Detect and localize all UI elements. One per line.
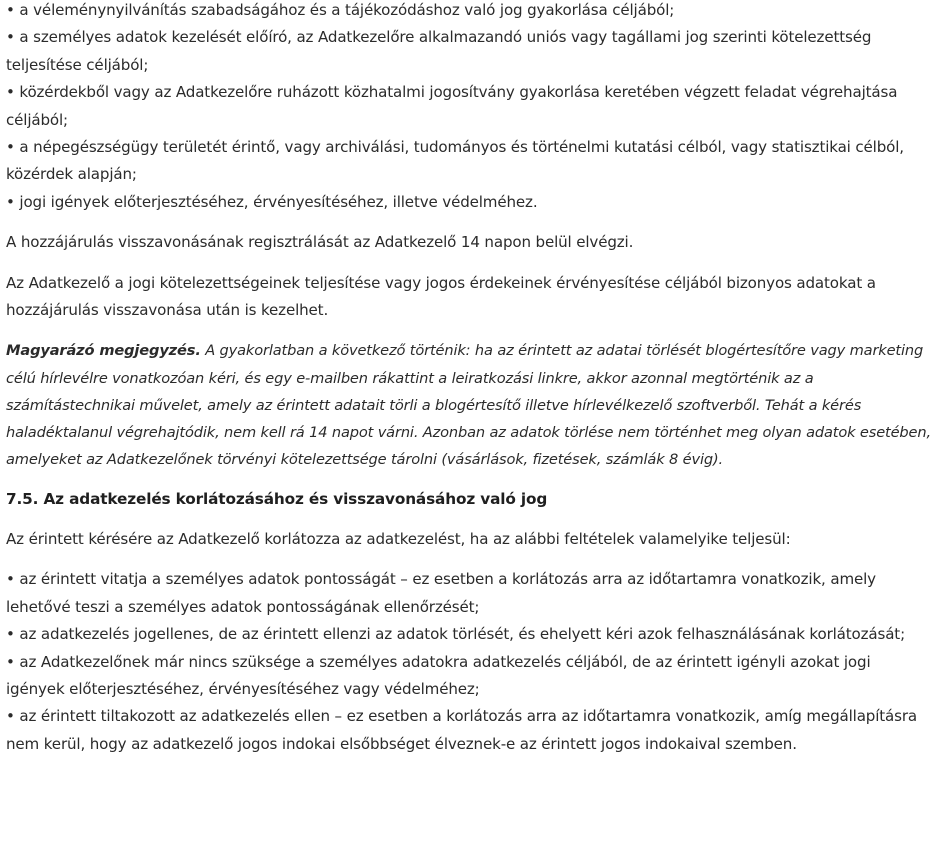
list-item: • jogi igények előterjesztéséhez, érvényesítéséhez, illetve védelméhez.: [6, 192, 538, 211]
section-heading: 7.5. Az adatkezelés korlátozásához és visszavonásához való jog: [6, 490, 548, 509]
list-item: • a népegészségügy területét érintő, vagy archiválási, tudományos és történelmi kutatási célból, vagy statisztikai célból, közérdek alapján;: [6, 138, 904, 184]
list-item: • közérdekből vagy az Adatkezelőre ruházott közhatalmi jogosítvány gyakorlása keretében végzett feladat végrehajtása céljából;: [6, 83, 898, 129]
list-item: • az érintett tiltakozott az adatkezelés ellen – ez esetben a korlátozás arra az időtartamra vonatkozik, amíg megállapításra nem kerül, hogy az adatkezelő jogos indokai elsőbbséget élveznek-e az érintett jogos indokaival szemben.: [6, 707, 917, 753]
list-item: • az adatkezelés jogellenes, de az érintett ellenzi az adatok törlését, és ehelyett kéri azok felhasználásának korlátozását;: [6, 625, 906, 644]
note-text: A gyakorlatban a következő történik: ha az érintett az adatai törlését blogértesítőre vagy marketing célú hírlevélre vonatkozóan kéri, és egy e-mailben rákattint a leiratkozási linkre, akkor azonnal megtörténik az a számítástechnikai művelet, amely az érintett adatait törli a blogértesítő illetve hírlevélkezelő szoftverből. Tehát a kérés haladéktalanul végrehajtódik, nem kell rá 14 napot várni. Azonban az adatok törlése nem történhet meg olyan adatok esetében, amelyeket az Adatkezelőnek törvényi kötelezettsége tárolni (vásárlások, fizetések, számlák 8 évig).: [6, 342, 931, 469]
exceptions-list: [6, 0, 932, 216]
list-item: • a személyes adatok kezelését előíró, az Adatkezelőre alkalmazandó uniós vagy tagállami jog szerinti kötelezettség teljesítése céljából;: [6, 28, 872, 74]
restriction-conditions-list: [6, 566, 932, 758]
list-item: • az Adatkezelőnek már nincs szüksége a személyes adatokra adatkezelés céljából, de az érintett igényli azokat jogi igények előterjesztéséhez, érvényesítéséhez vagy védelméhez;: [6, 652, 871, 698]
restriction-intro-paragraph: Az érintett kérésére az Adatkezelő korlátozza az adatkezelést, ha az alábbi feltételek valamelyike teljesül:: [6, 529, 791, 548]
explanatory-note: [6, 337, 932, 473]
list-item: • a véleménynyilvánítás szabadságához és a tájékozódáshoz való jog gyakorlása céljából;: [6, 1, 675, 19]
withdrawal-paragraph: A hozzájárulás visszavonásának regisztrálását az Adatkezelő 14 napon belül elvégzi.: [6, 233, 634, 252]
list-item: • az érintett vitatja a személyes adatok pontosságát – ez esetben a korlátozás arra az időtartamra vonatkozik, amely lehetővé teszi a személyes adatok pontosságának ellenőrzését;: [6, 570, 876, 616]
continued-processing-paragraph: Az Adatkezelő a jogi kötelezettségeinek teljesítése vagy jogos érdekeinek érvényesítése céljából bizonyos adatokat a hozzájárulás visszavonása után is kezelhet.: [6, 273, 876, 320]
note-heading: Magyarázó megjegyzés.: [6, 342, 201, 360]
